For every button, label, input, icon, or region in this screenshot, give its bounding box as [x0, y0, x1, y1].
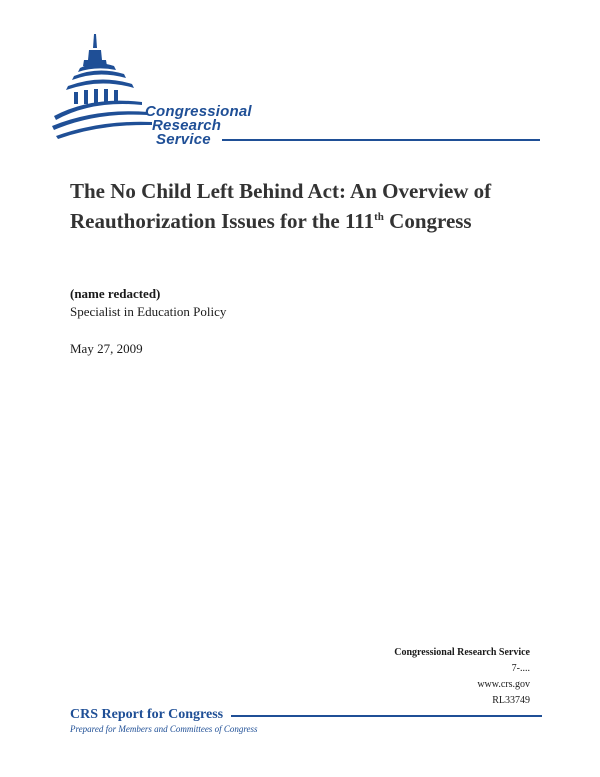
report-date: May 27, 2009: [70, 341, 143, 356]
report-title-end: Congress: [383, 209, 472, 233]
logo-divider: [222, 139, 540, 141]
footer-subtitle: Prepared for Members and Committees of Congress: [70, 724, 258, 734]
logo-word-congressional: Congressional: [145, 103, 252, 120]
contact-phone: 7-....: [511, 663, 530, 674]
report-title-main: The No Child Left Behind Act: An Overview of Reauthorization Issues for the 111: [70, 179, 492, 233]
footer-title: CRS Report for Congress: [70, 707, 224, 722]
capitol-dome-icon: [52, 30, 152, 140]
report-title-superscript: th: [374, 211, 384, 223]
logo-word-service: Service: [156, 131, 211, 148]
report-title: [70, 176, 540, 236]
logo-word-research: Research: [152, 117, 222, 134]
author-name: (name redacted): [70, 286, 161, 301]
report-number: RL33749: [492, 695, 530, 706]
author-role: Specialist in Education Policy: [70, 304, 227, 319]
contact-block: [280, 645, 530, 709]
contact-org: Congressional Research Service: [394, 647, 530, 658]
contact-website[interactable]: www.crs.gov: [477, 679, 530, 690]
crs-logo: [52, 30, 542, 150]
footer-divider: [231, 715, 542, 717]
